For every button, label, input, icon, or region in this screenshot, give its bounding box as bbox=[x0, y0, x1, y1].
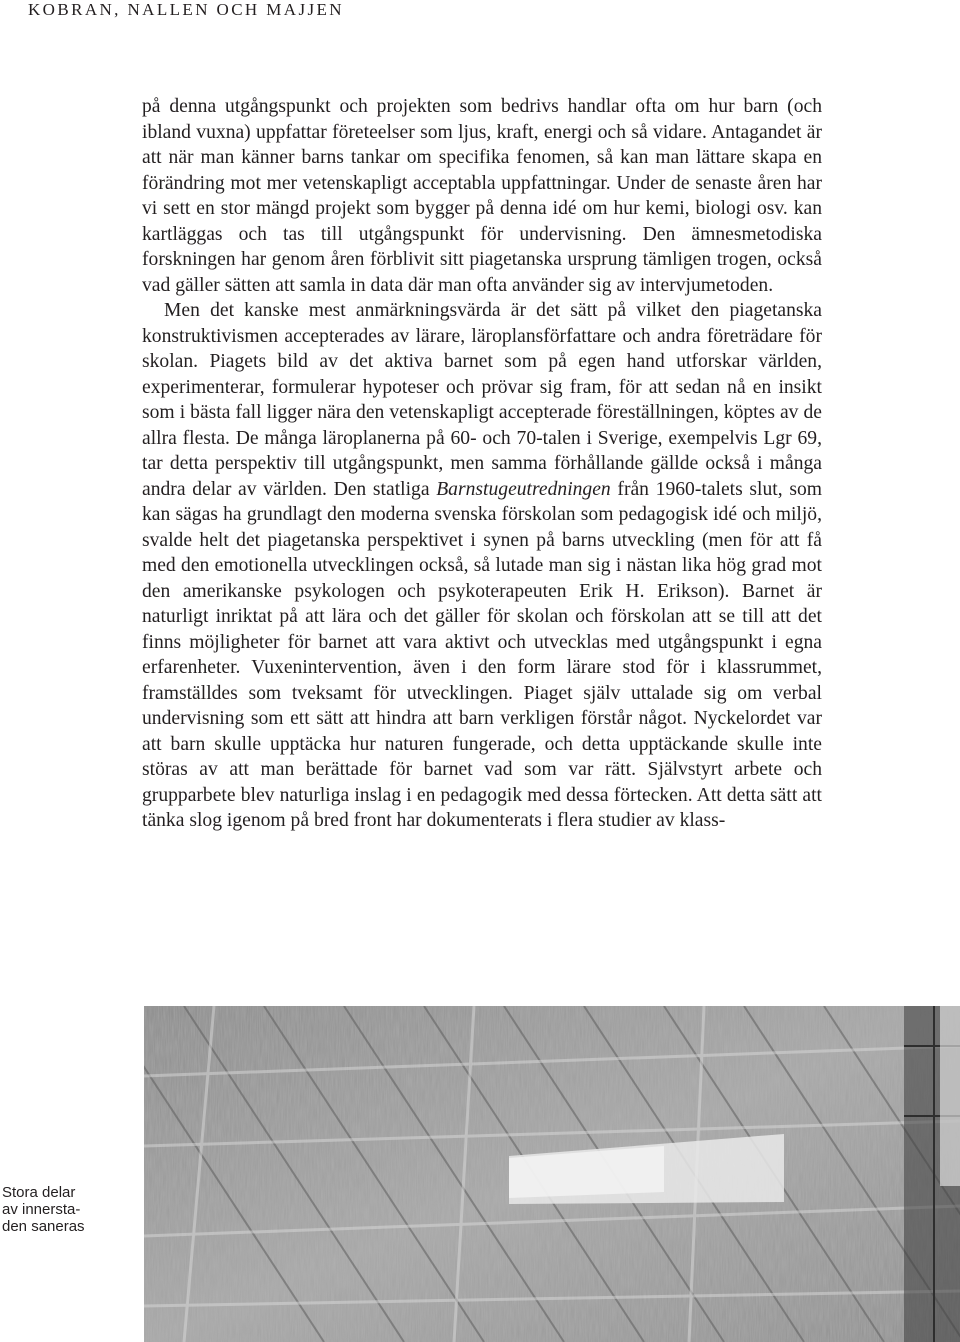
paragraph-text: från 1960-talets slut, som kan sägas ha grundlagt den moderna svenska förskolan som pedagogisk idé och miljö, svalde helt det piagetanska perspektivet i synen på barns utveckling (men för att få med den emotionella utvecklingen också, så lutade man sig i nästan lika hög grad mot den amerikanske psykologen och psykoterapeuten Erik H. Erikson). Barnet är naturligt inriktat på att lära och det gäller för skolan och förskolan att se till att det finns möjligheter för barnet att vara aktivt och utvecklas med utgångspunkt i egna erfarenheter. Vuxenintervention, även i den form lärare stod för i klassrummet, framställdes som tveksamt för utvecklingen. Piaget själv uttalade sig om verbal undervisning som ett sätt att hindra att barn verkligen förstår något. Nyckelordet var att barn skulle upptäcka hur naturen fungerade, och detta upptäckande skulle inte störas av att man berättade för barnet vad som var rätt. Självstyrt arbete och grupparbete blev naturliga inslag i en pedagogik med dessa förtecken. Att detta sätt att tänka slog igenom på bred front har dokumenterats i flera studier av klass- bbox=[142, 478, 822, 831]
paragraph bbox=[142, 94, 822, 298]
paragraph-text: på denna utgångspunkt och projekten som bedrivs handlar ofta om hur barn (och ibland vuxna) uppfattar företeelser som ljus, kraft, energi och så vidare. Antagandet är att när man känner barns tankar om specifika fenomen, så kan man lättare skapa en förändring mot mer vetenskapligt acceptabla uppfattningar. Under de senaste åren har vi sett en stor mängd projekt som bygger på denna idé om hur kemi, biologi osv. kan kartläggas och tas till utgångspunkt för undervisning. Den ämnesmetodiska forskningen har genom åren förblivit sitt piagetanska ursprung tämligen trogen, också vad gäller sätten att samla in data där man ofta använder sig av intervjumetoden. bbox=[142, 96, 822, 296]
body-text bbox=[142, 94, 822, 834]
aerial-photo bbox=[144, 1006, 960, 1342]
photo-caption bbox=[2, 1184, 122, 1235]
emphasized-title: Barnstugeutredningen bbox=[436, 478, 611, 500]
running-head: KOBRAN, NALLEN OCH MAJJEN bbox=[28, 0, 344, 19]
paragraph-text: Men det kanske mest anmärkningsvärda är det sätt på vilket den piagetanska konstruktivismen accepterades av lärare, läroplansförfattare och andra företrädare för skolan. Piagets bild av det aktiva barnet som på egen hand utforskar världen, experimenterar, formulerar hypoteser och prövar sig fram, för att sedan nå en insikt som i bästa fall ligger nära den vetenskapligt accepterade föreställningen, köptes av de allra flesta. De många läroplanerna på 60- och 70-talen i Sverige, exempelvis Lgr 69, tar detta perspektiv till utgångspunkt, men samma förhållande gällde också i många andra delar av världen. Den statliga bbox=[142, 300, 822, 500]
caption-line: den saneras bbox=[2, 1218, 85, 1235]
aerial-photo-graphic bbox=[144, 1006, 960, 1342]
paragraph bbox=[142, 298, 822, 834]
caption-line: av innersta- bbox=[2, 1201, 81, 1218]
caption-line: Stora delar bbox=[2, 1184, 76, 1201]
